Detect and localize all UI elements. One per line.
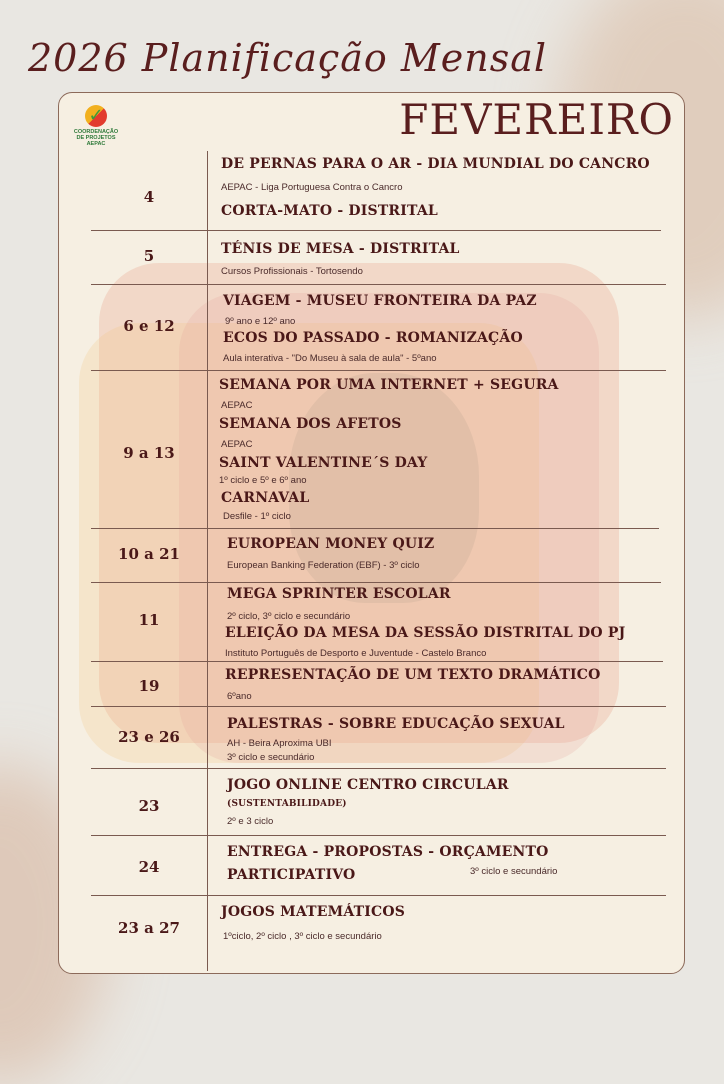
event-title: JOGO ONLINE CENTRO CIRCULAR (227, 777, 509, 793)
event-title: ELEIÇÃO DA MESA DA SESSÃO DISTRITAL DO PJ (225, 625, 626, 641)
row-date: 9 a 13 (123, 444, 175, 462)
event-title: EUROPEAN MONEY QUIZ (227, 536, 435, 552)
event-detail: 3º ciclo e secundário (470, 866, 558, 877)
row-date: 4 (143, 188, 155, 206)
event-detail: 6ºano (227, 691, 252, 702)
row-date: 6 e 12 (123, 317, 175, 335)
logo (71, 105, 121, 147)
event-title: PALESTRAS - SOBRE EDUCAÇÃO SEXUAL (227, 716, 565, 732)
event-title: JOGOS MATEMÁTICOS (221, 904, 406, 920)
event-title: SEMANA POR UMA INTERNET + SEGURA (219, 377, 559, 393)
event-detail: Cursos Profissionais - Tortosendo (221, 266, 363, 277)
event-detail: Instituto Português de Desporto e Juventude - Castelo Branco (225, 648, 487, 659)
event-detail: 1º ciclo e 5º e 6º ano (219, 475, 307, 486)
page-title: 2026 Planificação Mensal (28, 36, 548, 80)
row-date: 23 e 26 (118, 728, 180, 746)
event-detail: AEPAC - Liga Portuguesa Contra o Cancro (221, 182, 403, 193)
row-date: 24 (138, 858, 160, 876)
event-detail: 3º ciclo e secundário (227, 752, 315, 763)
event-detail: Aula interativa - "Do Museu à sala de aula" - 5ºano (223, 353, 437, 364)
row-divider (91, 528, 659, 529)
event-title: (SUSTENTABILIDADE) (227, 799, 347, 809)
event-title: PARTICIPATIVO (227, 867, 356, 883)
row-date: 11 (138, 611, 160, 629)
row-date: 23 (138, 797, 160, 815)
event-title: DE PERNAS PARA O AR - DIA MUNDIAL DO CANCRO (221, 156, 650, 172)
event-detail: European Banking Federation (EBF) - 3º ciclo (227, 560, 420, 571)
row-date: 10 a 21 (118, 545, 180, 563)
logo-text: COORDENAÇÃO DE PROJETOS AEPAC (73, 129, 119, 147)
row-divider (91, 706, 666, 707)
row-divider (91, 768, 666, 769)
row-divider (91, 895, 666, 896)
row-divider (91, 582, 661, 583)
event-detail: 2º e 3 ciclo (227, 816, 274, 827)
event-detail: AH - Beira Aproxima UBI (227, 738, 332, 749)
row-divider (91, 661, 663, 662)
event-title: CARNAVAL (221, 490, 310, 506)
event-title: ENTREGA - PROPOSTAS - ORÇAMENTO (227, 844, 549, 860)
event-detail: 9º ano e 12º ano (225, 316, 296, 327)
column-divider (207, 151, 208, 971)
row-divider (91, 835, 666, 836)
event-title: ECOS DO PASSADO - ROMANIZAÇÃO (223, 330, 523, 346)
event-detail: 2º ciclo, 3º ciclo e secundário (227, 611, 351, 622)
event-title: REPRESENTAÇÃO DE UM TEXTO DRAMÁTICO (225, 667, 601, 683)
row-divider (91, 230, 661, 231)
event-title: VIAGEM - MUSEU FRONTEIRA DA PAZ (223, 293, 537, 309)
month-title: FEVEREIRO (399, 95, 674, 144)
row-date: 23 a 27 (118, 919, 180, 937)
event-title: MEGA SPRINTER ESCOLAR (227, 586, 451, 602)
event-detail: AEPAC (221, 400, 253, 411)
row-divider (91, 284, 666, 285)
checkmark-icon: ✓ (85, 105, 107, 127)
event-title: CORTA-MATO - DISTRITAL (221, 203, 438, 219)
event-detail: Desfile - 1º ciclo (223, 511, 291, 522)
row-date: 19 (138, 677, 160, 695)
event-detail: 1ºciclo, 2º ciclo , 3º ciclo e secundário (223, 931, 382, 942)
event-title: SAINT VALENTINE´S DAY (219, 455, 428, 471)
calendar-card (58, 92, 685, 974)
row-divider (91, 370, 666, 371)
event-title: SEMANA DOS AFETOS (219, 416, 402, 432)
event-detail: AEPAC (221, 439, 253, 450)
event-title: TÉNIS DE MESA - DISTRITAL (221, 241, 460, 257)
row-date: 5 (143, 247, 155, 265)
